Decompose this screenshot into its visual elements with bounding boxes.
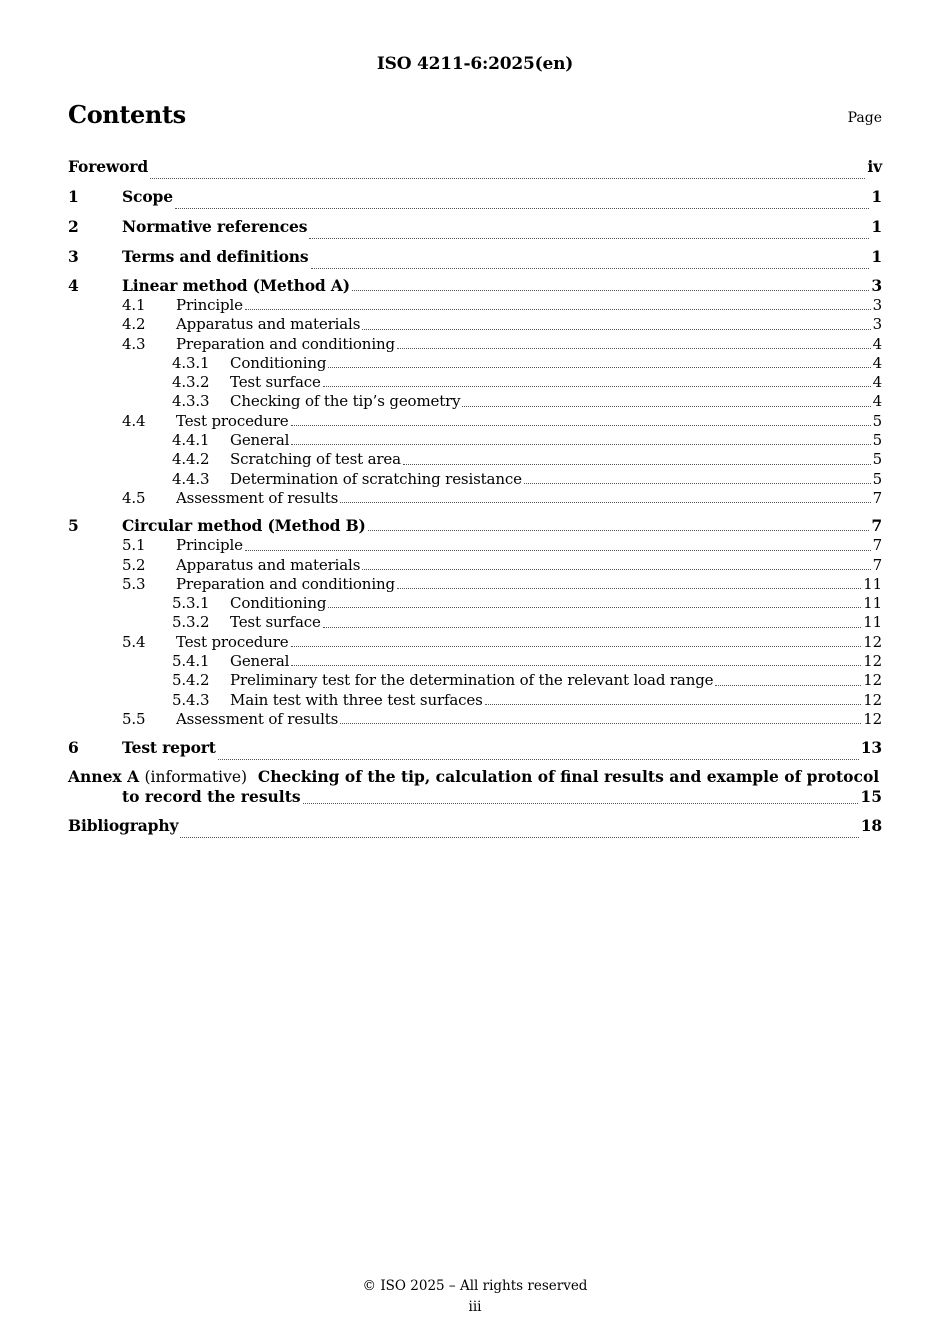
toc-entry-5-4-3[interactable] <box>68 691 882 710</box>
toc-entry-4-4[interactable] <box>68 412 882 431</box>
dot-leader <box>150 177 865 179</box>
toc-entry-title: Scope <box>122 187 173 206</box>
page-column-label: Page <box>847 110 882 126</box>
dot-leader <box>368 529 870 531</box>
toc-entry-title: Conditioning <box>230 594 327 613</box>
dot-leader <box>715 684 861 686</box>
toc-entry-4-3[interactable] <box>68 335 882 354</box>
toc-entry-number: 4.5 <box>122 488 146 507</box>
toc-entry-number: 4.3.1 <box>172 353 210 372</box>
dot-leader <box>328 366 870 368</box>
toc-entry-title: Test procedure <box>176 411 289 430</box>
toc-entry-number: 5.3.2 <box>172 613 210 632</box>
toc-entry-page: 1 <box>871 217 882 236</box>
toc-entry-page: 4 <box>872 392 882 411</box>
toc-entry-title: General <box>230 431 290 450</box>
dot-leader <box>245 308 871 310</box>
annex-label: Annex A <box>68 767 140 787</box>
toc-entry-title: Apparatus and materials <box>176 315 361 334</box>
toc-entry-page: 7 <box>872 536 882 555</box>
toc-entry-title: Test surface <box>230 373 321 392</box>
dot-leader <box>311 267 870 269</box>
toc-entry-title: Assessment of results <box>176 709 339 728</box>
toc-entry-2[interactable] <box>68 214 882 244</box>
toc-entry-6[interactable] <box>68 735 882 765</box>
toc-entry-4-5[interactable] <box>68 489 882 508</box>
toc-entry-title: Preparation and conditioning <box>176 334 395 353</box>
toc-entry-bibliography[interactable] <box>68 813 882 843</box>
toc-entry-page: 1 <box>871 247 882 266</box>
toc-entry-title: Test surface <box>230 613 321 632</box>
toc-entry-page: 7 <box>871 516 882 536</box>
dot-leader <box>328 606 861 608</box>
toc-entry-page: 7 <box>872 488 882 507</box>
toc-entry-page: 5 <box>872 431 882 450</box>
copyright-notice: © ISO 2025 – All rights reserved <box>362 1278 588 1294</box>
toc-entry-page: 1 <box>871 187 882 206</box>
toc-entry-number: 4.4.1 <box>172 431 210 450</box>
toc-entry-title: Apparatus and materials <box>176 555 361 574</box>
toc-entry-title: Test report <box>122 738 216 758</box>
toc-entry-page: 3 <box>871 276 882 295</box>
dot-leader <box>397 347 871 349</box>
toc-entry-number: 6 <box>68 738 79 758</box>
dot-leader <box>462 405 870 407</box>
toc-entry-5-4-2[interactable] <box>68 671 882 690</box>
toc-entry-number: 4.2 <box>122 315 146 334</box>
toc-entry-number: 4.3.2 <box>172 373 210 392</box>
toc-entry-title: Circular method (Method B) <box>122 516 366 536</box>
dot-leader <box>403 463 871 465</box>
toc-entry-4[interactable] <box>68 274 882 296</box>
dot-leader <box>362 568 870 570</box>
toc-entry-title: Assessment of results <box>176 488 339 507</box>
toc-entry-page: 7 <box>872 555 882 574</box>
toc-entry-title: Scratching of test area <box>230 450 401 469</box>
toc-entry-5-3-1[interactable] <box>68 594 882 613</box>
contents-heading: Contents <box>68 100 186 129</box>
dot-leader <box>291 424 871 426</box>
toc-entry-number: 4.4.3 <box>172 469 210 488</box>
toc-entry-number: 5.1 <box>122 536 146 555</box>
toc-entry-page: 5 <box>872 469 882 488</box>
toc-entry-5-4-1[interactable] <box>68 652 882 671</box>
toc-entry-number: 4 <box>68 276 79 295</box>
toc-entry-page: 5 <box>872 411 882 430</box>
toc-entry-5-3-2[interactable] <box>68 613 882 632</box>
toc-entry-title: Principle <box>176 536 243 555</box>
dot-leader <box>291 664 861 666</box>
dot-leader <box>309 237 869 239</box>
dot-leader <box>323 626 861 628</box>
dot-leader <box>245 549 871 551</box>
dot-leader <box>352 289 869 291</box>
toc-entry-1[interactable] <box>68 184 882 214</box>
toc-entry-title: Conditioning <box>230 353 327 372</box>
dot-leader <box>218 758 859 760</box>
toc-entry-number: 5.2 <box>122 555 146 574</box>
toc-entry-page: 3 <box>872 296 882 314</box>
toc-entry-page: 18 <box>860 816 882 836</box>
toc-entry-page: 11 <box>863 594 882 613</box>
toc-entry-page: 3 <box>872 315 882 334</box>
dot-leader <box>485 703 862 705</box>
toc-entry-page: 13 <box>860 738 882 758</box>
toc-entry-title: Normative references <box>122 217 308 236</box>
toc-entry-page: 12 <box>863 671 882 690</box>
toc-entry-5-1[interactable] <box>68 536 882 555</box>
toc-entry-foreword[interactable] <box>68 154 882 184</box>
toc-entry-title: Foreword <box>68 157 149 176</box>
dot-leader <box>397 587 861 589</box>
dot-leader <box>291 645 862 647</box>
toc-entry-title: Principle <box>176 296 243 314</box>
toc-entry-number: 4.3 <box>122 334 146 353</box>
toc-entry-5-2[interactable] <box>68 556 882 575</box>
page-number: iii <box>468 1299 482 1315</box>
toc-entry-title: Checking of the tip’s geometry <box>230 392 461 411</box>
toc-entry-page: 4 <box>872 353 882 372</box>
toc-entry-number: 4.3.3 <box>172 392 210 411</box>
toc-entry-title: Test procedure <box>176 632 289 651</box>
dot-leader <box>291 443 870 445</box>
toc-entry-number: 5.4.1 <box>172 652 210 671</box>
toc-entry-title: Main test with three test surfaces <box>230 690 483 709</box>
toc-entry-title: Preliminary test for the determination of the relevant load range <box>230 671 714 690</box>
toc-entry-4-4-3[interactable] <box>68 470 882 489</box>
toc-entry-page: iv <box>867 157 882 176</box>
page-footer <box>0 1276 950 1318</box>
toc-entry-number: 5 <box>68 516 79 536</box>
toc-entry-4-4-2[interactable] <box>68 450 882 469</box>
toc-entry-5[interactable] <box>68 514 882 536</box>
toc-entry-5-4[interactable] <box>68 633 882 652</box>
toc-entry-4-1[interactable] <box>68 296 882 315</box>
toc-entry-4-3-2[interactable] <box>68 373 882 392</box>
toc-entry-number: 4.4 <box>122 411 146 430</box>
toc-entry-title: Preparation and conditioning <box>176 574 395 593</box>
toc-entry-4-3-3[interactable] <box>68 392 882 411</box>
toc-entry-number: 5.5 <box>122 709 146 728</box>
annex-title-line2: to record the results <box>122 787 301 807</box>
toc-entry-number: 5.3 <box>122 574 146 593</box>
toc-entry-page: 11 <box>863 613 882 632</box>
toc-entry-page: 4 <box>872 334 882 353</box>
dot-leader <box>323 385 871 387</box>
toc-entry-number: 5.3.1 <box>172 594 210 613</box>
dot-leader <box>524 482 871 484</box>
dot-leader <box>180 836 858 838</box>
toc-entry-page: 15 <box>860 787 882 807</box>
dot-leader <box>340 501 870 503</box>
toc-entry-number: 2 <box>68 217 79 236</box>
dot-leader <box>303 802 859 804</box>
toc-entry-title: Linear method (Method A) <box>122 276 350 295</box>
toc-entry-4-2[interactable] <box>68 315 882 334</box>
toc-entry-5-3[interactable] <box>68 575 882 594</box>
toc-entry-title: Bibliography <box>68 816 179 836</box>
toc-entry-5-5[interactable] <box>68 710 882 729</box>
toc-entry-number: 5.4.2 <box>172 671 210 690</box>
toc-entry-page: 12 <box>863 652 882 671</box>
toc-entry-number: 5.4.3 <box>172 690 210 709</box>
toc-entry-4-3-1[interactable] <box>68 354 882 373</box>
toc-entry-title: General <box>230 652 290 671</box>
toc-entry-number: 4.1 <box>122 296 146 314</box>
annex-title-line1: Checking of the tip, calculation of final results and example of protocol <box>257 767 880 787</box>
toc-entry-number: 4.4.2 <box>172 450 210 469</box>
annex-qualifier: (informative) <box>144 768 248 787</box>
toc-entry-3[interactable] <box>68 244 882 274</box>
toc-entry-number: 1 <box>68 187 79 206</box>
toc-entry-page: 12 <box>863 690 882 709</box>
toc-entry-title: Determination of scratching resistance <box>230 469 522 488</box>
dot-leader <box>175 207 869 209</box>
toc-entry-page: 5 <box>872 450 882 469</box>
toc-entry-page: 12 <box>863 632 882 651</box>
toc-entry-number: 3 <box>68 247 79 266</box>
toc-entry-4-4-1[interactable] <box>68 431 882 450</box>
toc-entry-page: 4 <box>872 373 882 392</box>
toc-entry-page: 11 <box>863 574 882 593</box>
dot-leader <box>362 328 870 330</box>
document-header: ISO 4211-6:2025(en) <box>376 54 574 74</box>
table-of-contents <box>68 154 882 843</box>
toc-entry-page: 12 <box>863 709 882 728</box>
toc-entry-annex-a[interactable] <box>68 767 882 809</box>
toc-entry-title: Terms and definitions <box>122 247 309 266</box>
dot-leader <box>340 722 861 724</box>
toc-entry-number: 5.4 <box>122 632 146 651</box>
